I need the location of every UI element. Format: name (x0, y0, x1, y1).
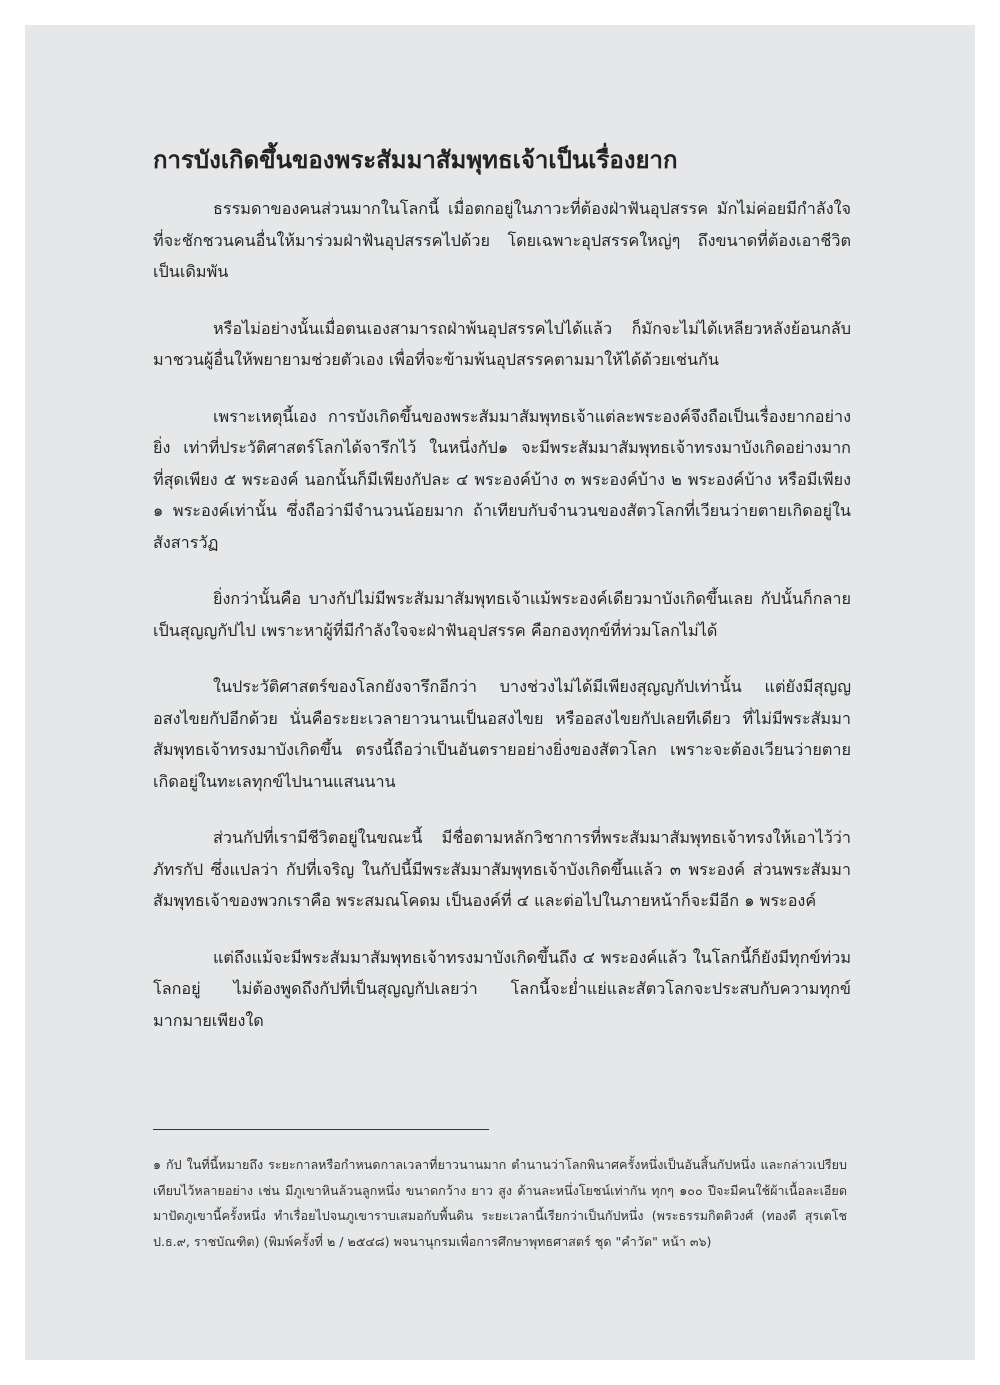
footnote: ๑ กัป ในที่นี้หมายถึง ระยะกาลหรือกำหนดกาลเวลาที่ยาวนานมาก ตำนานว่าโลกพินาศครั้งหนึ่งเป็นอันสิ้นกัปหนึ่ง และกล่าวเปรียบเทียบไว้หลายอย่าง เช่น มีภูเขาหินล้วนลูกหนึ่ง ขนาดกว้าง ยาว สูง ด้านละหนึ่งโยชน์เท่ากัน ทุกๆ ๑๐๐ ปีจะมีคนใช้ผ้าเนื้อละเอียดมาปัดภูเขานี้ครั้งหนึ่ง ทำเรื่อยไปจนภูเขาราบเสมอกับพื้นดิน ระยะเวลานี้เรียกว่าเป็นกัปหนึ่ง (พระธรรมกิตติวงศ์ (ทองดี สุรเตโช ป.ธ.๙, ราชบัณฑิต) (พิมพ์ครั้งที่ ๒ / ๒๕๔๘) พจนานุกรมเพื่อการศึกษาพุทธศาสตร์ ชุด "คำวัด" หน้า ๓๖) (153, 1157, 847, 1249)
paragraph-7: แต่ถึงแม้จะมีพระสัมมาสัมพุทธเจ้าทรงมาบังเกิดขึ้นถึง ๔ พระองค์แล้ว ในโลกนี้ก็ยังมีทุกข์ท่วมโลกอยู่ ไม่ต้องพูดถึงกัปที่เป็นสุญญกัปเลยว่า โลกนี้จะย่ำแย่และสัตวโลกจะประสบกับความทุกข์มากมายเพียงใด (153, 947, 851, 1030)
paragraph-2: หรือไม่อย่างนั้นเมื่อตนเองสามารถฝ่าพ้นอุปสรรคไปได้แล้ว ก็มักจะไม่ได้เหลียวหลังย้อนกลับมาชวนผู้อื่นให้พยายามช่วยตัวเอง เพื่อที่จะข้ามพ้นอุปสรรคตามมาให้ได้ด้วยเช่นกัน (153, 318, 851, 369)
body-text (153, 193, 851, 1061)
paragraph-4: ยิ่งกว่านั้นคือ บางกัปไม่มีพระสัมมาสัมพุทธเจ้าแม้พระองค์เดียวมาบังเกิดขึ้นเลย กัปนั้นก็กลายเป็นสุญญกัปไป เพราะหาผู้ที่มีกำลังใจจะฝ่าฟันอุปสรรค คือกองทุกข์ที่ท่วมโลกไม่ได้ (153, 589, 851, 640)
paragraph-5: ในประวัติศาสตร์ของโลกยังจารึกอีกว่า บางช่วงไม่ได้มีเพียงสุญญกัปเท่านั้น แต่ยังมีสุญญอสงไขยกัปอีกด้วย นั่นคือระยะเวลายาวนานเป็นอสงไขย หรืออสงไขยกัปเลยทีเดียว ที่ไม่มีพระสัมมาสัมพุทธเจ้าทรงมาบังเกิดขึ้น ตรงนี้ถือว่าเป็นอันตรายอย่างยิ่งของสัตวโลก เพราะจะต้องเวียนว่ายตายเกิดอยู่ในทะเลทุกข์ไปนานแสนนาน (153, 677, 851, 791)
paragraph-3: เพราะเหตุนี้เอง การบังเกิดขึ้นของพระสัมมาสัมพุทธเจ้าแต่ละพระองค์จึงถือเป็นเรื่องยากอย่างยิ่ง เท่าที่ประวัติศาสตร์โลกได้จารึกไว้ ในหนึ่งกัป๑ จะมีพระสัมมาสัมพุทธเจ้าทรงมาบังเกิดอย่างมากที่สุดเพียง ๕ พระองค์ นอกนั้นก็มีเพียงกัปละ ๔ พระองค์บ้าง ๓ พระองค์บ้าง ๒ พระองค์บ้าง หรือมีเพียง ๑ พระองค์เท่านั้น ซึ่งถือว่ามีจำนวนน้อยมาก ถ้าเทียบกับจำนวนของสัตวโลกที่เวียนว่ายตายเกิดอยู่ในสังสารวัฏ (153, 406, 851, 552)
footnote-divider (153, 1129, 489, 1130)
page-panel (25, 25, 975, 1360)
page-title: การบังเกิดขึ้นของพระสัมมาสัมพุทธเจ้าเป็นเรื่องยาก (153, 146, 678, 174)
paragraph-1: ธรรมดาของคนส่วนมากในโลกนี้ เมื่อตกอยู่ในภาวะที่ต้องฝ่าฟันอุปสรรค มักไม่ค่อยมีกำลังใจที่จะชักชวนคนอื่นให้มาร่วมฝ่าฟันอุปสรรคไปด้วย โดยเฉพาะอุปสรรคใหญ่ๆ ถึงขนาดที่ต้องเอาชีวิตเป็นเดิมพัน (153, 199, 851, 281)
paragraph-6: ส่วนกัปที่เรามีชีวิตอยู่ในขณะนี้ มีชื่อตามหลักวิชาการที่พระสัมมาสัมพุทธเจ้าทรงให้เอาไว้ว่า ภัทรกัป ซึ่งแปลว่า กัปที่เจริญ ในกัปนี้มีพระสัมมาสัมพุทธเจ้าบังเกิดขึ้นแล้ว ๓ พระองค์ ส่วนพระสัมมาสัมพุทธเจ้าของพวกเราคือ พระสมณโคดม เป็นองค์ที่ ๔ และต่อไปในภายหน้าก็จะมีอีก ๑ พระองค์ (153, 828, 851, 910)
